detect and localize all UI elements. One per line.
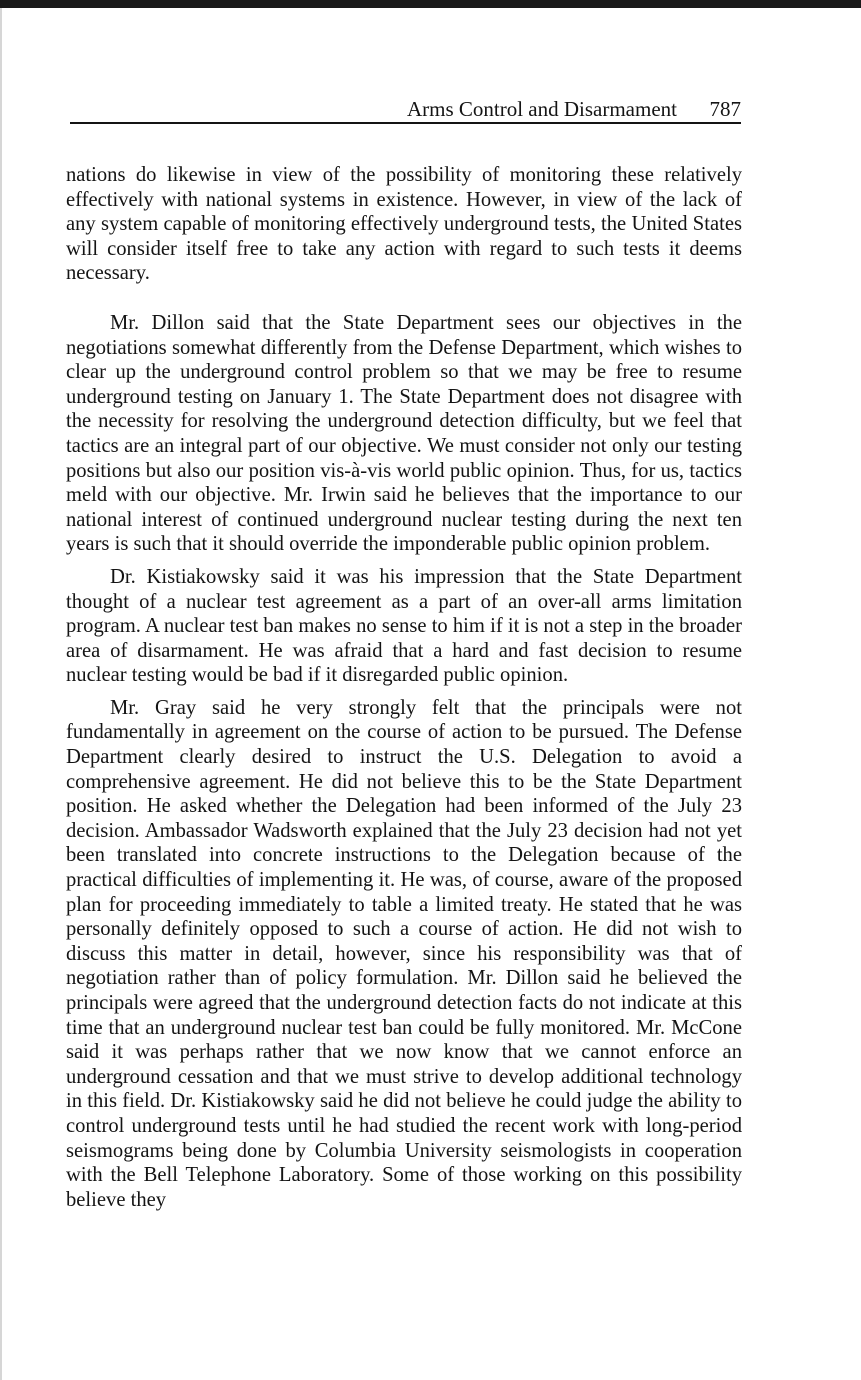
paragraph-dillon: Mr. Dillon said that the State Department sees our objectives in the negotiations somewhat differently from the Defense Department, which wishes to clear up the underground control problem so that we may be free to resume underground testing on January 1. The State Department does not disagree with the necessity for resolving the underground detection difficulty, but we feel that tactics are an integral part of our objective. We must consider not only our testing positions but also our position vis-à-vis world public opinion. Thus, for us, tactics meld with our objective. Mr. Irwin said he believes that the importance to our national interest of continued underground nuclear testing during the next ten years is such that it should override the imponderable public opinion problem. — [66, 311, 742, 556]
paragraph-kistiakowsky: Dr. Kistiakowsky said it was his impression that the State Department thought of a nuclear test agreement as a part of an over-all arms limitation program. A nuclear test ban makes no sense to him if it is not a step in the broader area of disarmament. He was afraid that a hard and fast decision to resume nuclear testing would be bad if it disregarded public opinion. — [66, 565, 742, 687]
page-left-edge — [0, 8, 2, 1380]
running-header — [70, 92, 741, 124]
page-top-edge — [0, 0, 861, 8]
paragraph-continuation: nations do likewise in view of the possibility of monitoring these relatively effectively with national systems in existence. However, in view of the lack of any system capable of monitoring effectively underground tests, the United States will consider itself free to take any action with regard to such tests it deems necessary. — [66, 164, 742, 285]
paragraph-gray: Mr. Gray said he very strongly felt that the principals were not fundamentally in agreement on the course of action to be pursued. The Defense Department clearly desired to instruct the U.S. Delegation to avoid a comprehensive agreement. He did not believe this to be the State Department position. He asked whether the Delegation had been informed of the July 23 decision. Ambassador Wadsworth explained that the July 23 decision had not yet been translated into concrete instructions to the Delegation because of the practical difficulties of implementing it. He was, of course, aware of the proposed plan for proceeding immediately to table a limited treaty. He stated that he was personally definitely opposed to such a course of action. He did not wish to discuss this matter in detail, however, since his responsibility was that of negotiation rather than of policy formulation. Mr. Dillon said he believed the principals were agreed that the underground detection facts do not indicate at this time that an underground nuclear test ban could be fully monitored. Mr. McCone said it was perhaps rather that we now know that we cannot enforce an underground cessation and that we must strive to develop additional technology in this field. Dr. Kistiakowsky said he did not believe he could judge the ability to control underground tests until he had studied the recent work with long-period seismograms being done by Columbia University seismologists in cooperation with the Bell Telephone Laboratory. Some of those working on this possibility believe they — [66, 696, 742, 1211]
page-number: 787 — [709, 97, 741, 121]
body-text — [66, 163, 742, 1212]
header-title: Arms Control and Disarmament — [406, 97, 677, 121]
